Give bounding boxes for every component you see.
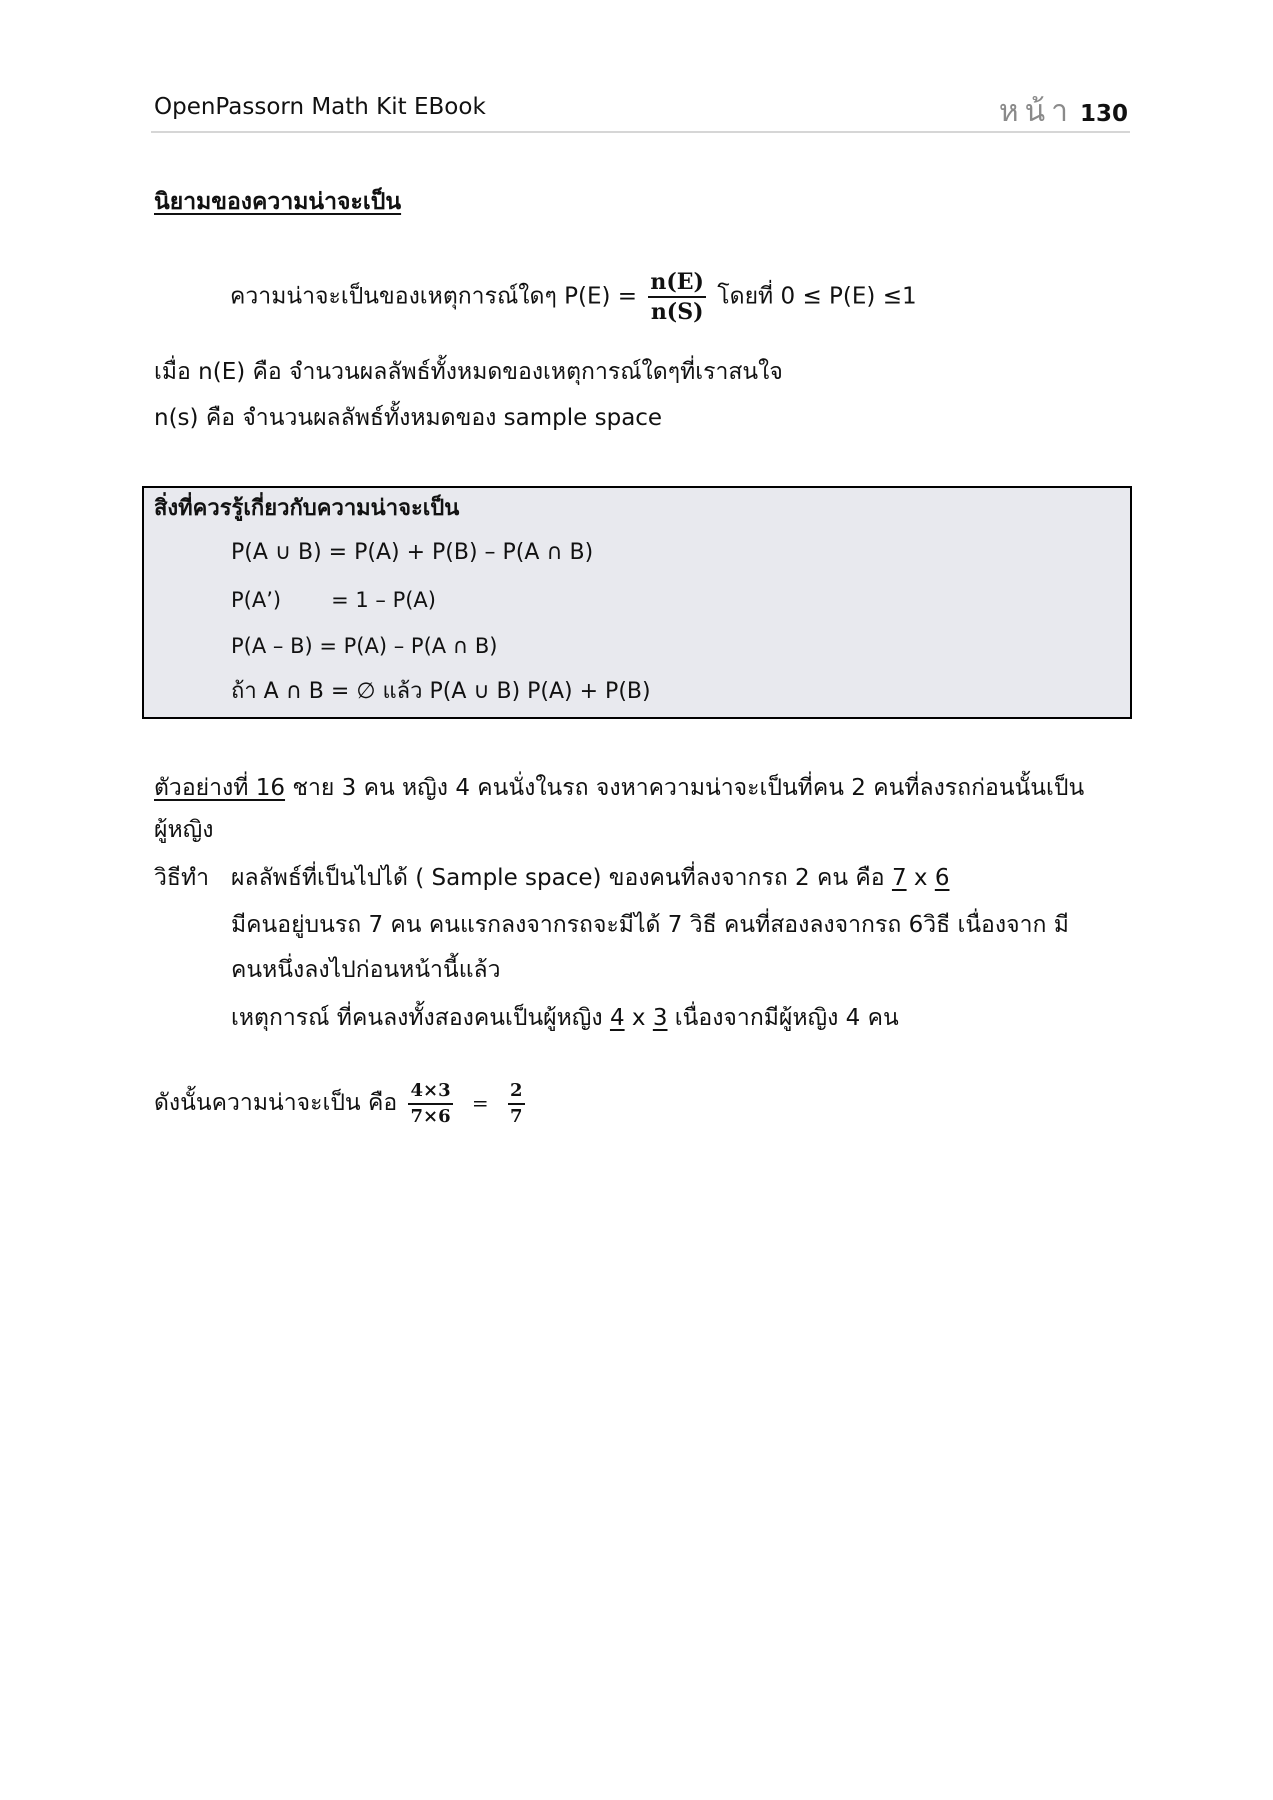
fraction-numerator: 4×3: [410, 1079, 451, 1101]
example-question: ชาย 3 คน หญิง 4 คนนั่งในรถ จงหาความน่าจะเป็นที่คน 2 คนที่ลงรถก่อนนั้นเป็น: [292, 775, 1085, 801]
fraction-numerator: n(E): [650, 269, 704, 295]
solution-value: 4: [609, 1005, 625, 1031]
rule-lhs: ถ้า A ∩ B = ∅ แล้ว: [231, 679, 423, 704]
solution-text: เหตุการณ์ ที่คนลงทั้งสองคนเป็นผู้หญิง: [231, 1005, 603, 1031]
where-line-1: เมื่อ n(E) คือ จำนวนผลลัพธ์ทั้งหมดของเหตุการณ์ใดๆที่เราสนใจ: [154, 359, 783, 385]
fraction-denominator: 7: [510, 1105, 523, 1127]
rule-rhs: P(A ∪ B) P(A) + P(B): [429, 679, 651, 704]
fraction-denominator: n(S): [650, 299, 704, 325]
probability-fraction: [648, 268, 706, 326]
rule-lhs: P(A – B): [231, 634, 313, 658]
conclusion-text: ดังนั้นความน่าจะเป็น คือ: [154, 1090, 398, 1116]
fraction-denominator: 7×6: [410, 1105, 451, 1127]
solution-label: วิธีทำ: [154, 865, 210, 891]
probability-formula: [230, 268, 917, 326]
rule-rhs: = 1 – P(A): [331, 588, 436, 612]
rule-lhs: P(A’): [231, 588, 282, 612]
rule-lhs: P(A ∪ B): [231, 540, 322, 565]
solution-line-2: มีคนอยู่บนรถ 7 คน คนแรกลงจากรถจะมีได้ 7 วิธี คนที่สองลงจากรถ 6วิธี เนื่องจาก มี: [231, 912, 1069, 938]
page-number: 130: [1079, 101, 1128, 127]
solution-line-4: [231, 1003, 899, 1033]
times-sign: x: [631, 1005, 646, 1031]
example-label: ตัวอย่างที่ 16: [154, 775, 286, 801]
header-divider: [151, 131, 1130, 133]
page-label: [999, 88, 1128, 135]
solution-value: 6: [934, 865, 950, 891]
example-question-line-2: ผู้หญิง: [154, 817, 214, 843]
rule-complement: [231, 585, 436, 615]
rule-rhs: = P(A) – P(A ∩ B): [319, 634, 498, 658]
solution-line-1: [231, 863, 949, 893]
page-header: [154, 88, 1130, 132]
rule-disjoint: [231, 677, 651, 707]
book-title: OpenPassorn Math Kit EBook: [154, 94, 486, 120]
rule-rhs: = P(A) + P(B) – P(A ∩ B): [328, 540, 594, 565]
page-word: หน้า: [998, 94, 1074, 129]
where-line-2: n(s) คือ จำนวนผลลัพธ์ทั้งหมดของ sample space: [154, 405, 663, 431]
solution-text: ผลลัพธ์ที่เป็นไปได้ ( Sample space) ของคนที่ลงจากรถ 2 คน คือ: [231, 865, 885, 891]
info-box-title: สิ่งที่ควรรู้เกี่ยวกับความน่าจะเป็น: [154, 496, 460, 521]
times-sign: x: [913, 865, 928, 891]
conclusion-line: [154, 1073, 529, 1133]
solution-value: 3: [652, 1005, 668, 1031]
example-question-line-1: [154, 773, 1084, 803]
formula-suffix: โดยที่ 0 ≤ P(E) ≤1: [717, 283, 917, 310]
rule-difference: [231, 631, 497, 661]
formula-prefix: ความน่าจะเป็นของเหตุการณ์ใดๆ P(E) =: [230, 283, 638, 310]
section-title: นิยามของความน่าจะเป็น: [154, 189, 402, 215]
solution-line-3: คนหนึ่งลงไปก่อนหน้านี้แล้ว: [231, 957, 501, 983]
result-fraction: [508, 1079, 525, 1129]
solution-value: 7: [891, 865, 907, 891]
fraction-numerator: 2: [510, 1079, 523, 1101]
equals-sign: =: [471, 1091, 489, 1115]
conclusion-fraction: [408, 1079, 452, 1129]
rule-union: [231, 538, 593, 568]
solution-suffix: เนื่องจากมีผู้หญิง 4 คน: [674, 1005, 899, 1031]
